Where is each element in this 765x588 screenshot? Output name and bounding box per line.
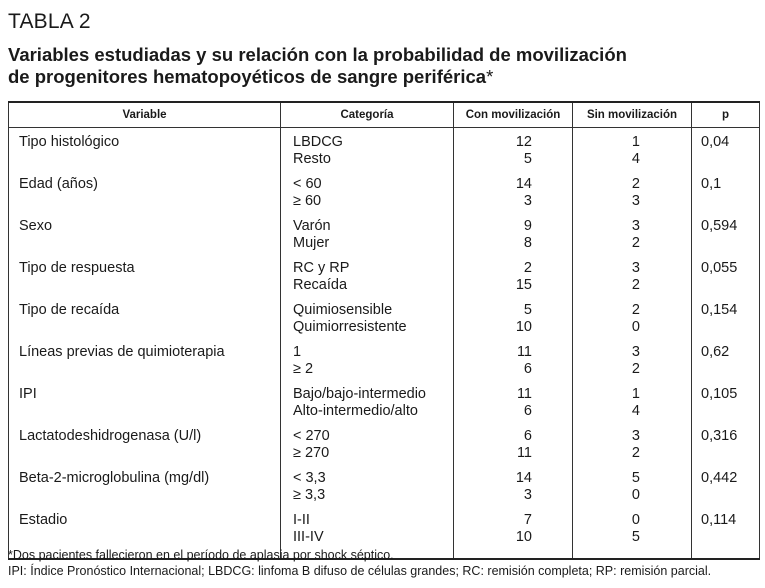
cell-sin-movilizacion-value: 1 [631,386,640,402]
cell-sin-movilizacion-value: 3 [631,218,640,234]
cell-categoria [281,215,454,257]
cell-variable-value: Tipo de recaída [19,302,120,318]
title-line-1: Variables estudiadas y su relación con la probabilidad de movilización [8,44,627,65]
cell-sin-movilizacion-value: 2 [631,277,640,293]
cell-con-movilizacion [454,299,573,341]
cell-variable-value: Tipo histológico [19,134,120,150]
cell-variable-value: Edad (años) [19,176,98,192]
cell-categoria-value: ≥ 3,3 [293,487,326,503]
cell-con-movilizacion-value: 3 [523,193,532,209]
cell-p-value: 0,105 [701,386,738,402]
cell-con-movilizacion-value: 7 [523,512,532,528]
table-label: TABLA 2 [8,10,91,33]
cell-categoria-value: < 60 [293,176,322,192]
table-row [9,173,760,215]
cell-variable-value: Lactatodeshidrogenasa (U/l) [19,428,202,444]
cell-con-movilizacion-value: 3 [523,487,532,503]
table-row [9,215,760,257]
cell-categoria-value: LBDCG [293,134,343,150]
cell-categoria-value: Resto [293,151,331,167]
cell-categoria-value: Mujer [293,235,330,251]
cell-con-movilizacion-value: 9 [523,218,532,234]
cell-variable-value: IPI [19,386,37,402]
table-row [9,257,760,299]
cell-p-value: 0,154 [701,302,738,318]
cell-categoria [281,173,454,215]
cell-variable [9,128,281,174]
cell-sin-movilizacion [573,215,692,257]
cell-categoria-value: Alto-intermedio/alto [293,403,418,419]
cell-con-movilizacion-value: 14 [515,470,532,486]
cell-con-movilizacion-value: 11 [516,344,532,360]
cell-con-movilizacion [454,215,573,257]
cell-sin-movilizacion-value: 1 [631,134,640,150]
cell-categoria [281,128,454,174]
cell-sin-movilizacion-value: 2 [631,176,640,192]
cell-categoria-value: III-IV [293,529,324,545]
cell-p [692,173,760,215]
cell-variable [9,341,281,383]
cell-con-movilizacion-value: 5 [523,151,532,167]
cell-variable [9,257,281,299]
cell-categoria-value: ≥ 2 [293,361,314,377]
cell-p [692,341,760,383]
cell-categoria [281,425,454,467]
cell-con-movilizacion-value: 10 [515,319,532,335]
header-row [9,102,760,128]
table-title [8,44,758,88]
table-row [9,128,760,174]
cell-variable [9,467,281,509]
cell-variable [9,173,281,215]
footnotes [8,547,711,579]
cell-con-movilizacion-value: 10 [515,529,532,545]
cell-p-value: 0,114 [701,512,737,528]
cell-sin-movilizacion-value: 2 [631,235,640,251]
cell-con-movilizacion-value: 14 [515,176,532,192]
cell-categoria-value: Quimiorresistente [293,319,407,335]
cell-variable-value: Líneas previas de quimioterapia [19,344,225,360]
cell-p [692,467,760,509]
cell-con-movilizacion [454,341,573,383]
cell-con-movilizacion-value: 2 [523,260,532,276]
cell-sin-movilizacion [573,299,692,341]
cell-p [692,299,760,341]
cell-sin-movilizacion-value: 0 [631,512,640,528]
results-table [8,101,760,560]
cell-variable [9,215,281,257]
cell-sin-movilizacion [573,128,692,174]
cell-categoria-value: Varón [293,218,331,234]
cell-con-movilizacion [454,128,573,174]
cell-sin-movilizacion [573,467,692,509]
cell-sin-movilizacion-value: 3 [631,260,640,276]
cell-categoria [281,383,454,425]
footnote-1: *Dos pacientes fallecieron en el período de aplasia por shock séptico. [8,548,394,562]
cell-sin-movilizacion [573,383,692,425]
title-footnote-mark: * [486,66,494,87]
footnote-2: IPI: Índice Pronóstico Internacional; LBDCG: linfoma B difuso de células grandes; RC: remisión completa; RP: remisión parcial. [8,564,712,578]
cell-sin-movilizacion [573,173,692,215]
cell-con-movilizacion-value: 6 [523,361,532,377]
table-body [9,128,760,560]
header-variable: Variable [9,102,281,128]
cell-categoria [281,467,454,509]
cell-p [692,215,760,257]
cell-sin-movilizacion-value: 3 [631,344,640,360]
cell-variable-value: Estadio [19,512,68,528]
cell-sin-movilizacion-value: 0 [631,319,640,335]
cell-categoria [281,341,454,383]
cell-p-value: 0,594 [701,218,738,234]
cell-p [692,383,760,425]
cell-con-movilizacion-value: 15 [515,277,532,293]
cell-sin-movilizacion-value: 2 [631,361,640,377]
header-sin-movilizacion: Sin movilización [573,102,692,128]
cell-categoria-value: < 270 [293,428,330,444]
cell-sin-movilizacion [573,425,692,467]
title-line-2-text: de progenitores hematopoyéticos de sangre periférica [8,66,487,87]
cell-categoria [281,257,454,299]
cell-categoria [281,299,454,341]
cell-con-movilizacion-value: 11 [516,386,532,402]
cell-categoria-value: < 3,3 [293,470,326,486]
cell-p-value: 0,04 [701,134,730,150]
cell-sin-movilizacion-value: 5 [631,529,640,545]
cell-sin-movilizacion-value: 2 [631,302,640,318]
table-row [9,383,760,425]
cell-variable [9,383,281,425]
cell-con-movilizacion-value: 6 [523,428,532,444]
header-con-movilizacion: Con movilización [454,102,573,128]
cell-con-movilizacion [454,383,573,425]
cell-categoria-value: I-II [293,512,310,528]
cell-sin-movilizacion-value: 4 [631,403,640,419]
cell-con-movilizacion [454,467,573,509]
cell-p-value: 0,1 [701,176,722,192]
cell-categoria-value: ≥ 270 [293,445,330,461]
cell-p [692,128,760,174]
cell-categoria-value: Quimiosensible [293,302,393,318]
cell-sin-movilizacion [573,341,692,383]
cell-p-value: 0,055 [701,260,738,276]
cell-variable-value: Sexo [19,218,53,234]
cell-sin-movilizacion-value: 3 [631,428,640,444]
cell-variable-value: Tipo de respuesta [19,260,135,276]
cell-variable-value: Beta-2-microglobulina (mg/dl) [19,470,210,486]
cell-con-movilizacion-value: 8 [523,235,532,251]
cell-p-value: 0,442 [701,470,738,486]
header-p: p [692,102,760,128]
cell-con-movilizacion [454,425,573,467]
cell-sin-movilizacion-value: 0 [631,487,640,503]
cell-p-value: 0,62 [701,344,730,360]
cell-p [692,257,760,299]
cell-p [692,425,760,467]
header-categoria: Categoría [281,102,454,128]
cell-con-movilizacion-value: 5 [523,302,532,318]
table-row [9,341,760,383]
cell-sin-movilizacion-value: 4 [631,151,640,167]
cell-categoria-value: RC y RP [293,260,350,276]
cell-sin-movilizacion [573,257,692,299]
cell-con-movilizacion-value: 6 [523,403,532,419]
cell-sin-movilizacion-value: 5 [631,470,640,486]
cell-variable [9,299,281,341]
cell-con-movilizacion-value: 12 [515,134,532,150]
table-row [9,425,760,467]
title-line-2 [8,66,758,88]
cell-categoria-value: Recaída [293,277,348,293]
cell-p-value: 0,316 [701,428,738,444]
cell-categoria-value: 1 [293,344,302,360]
cell-con-movilizacion [454,173,573,215]
cell-variable [9,425,281,467]
table-row [9,299,760,341]
table-row [9,467,760,509]
cell-categoria-value: Bajo/bajo-intermedio [293,386,426,402]
cell-sin-movilizacion-value: 3 [631,193,640,209]
cell-sin-movilizacion-value: 2 [631,445,640,461]
cell-categoria-value: ≥ 60 [293,193,322,209]
cell-con-movilizacion [454,257,573,299]
cell-con-movilizacion-value: 11 [516,445,532,461]
